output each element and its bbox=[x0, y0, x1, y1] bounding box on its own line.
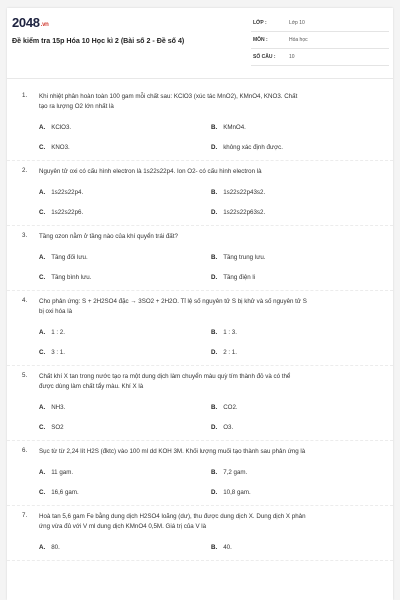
answer-option[interactable] bbox=[211, 349, 237, 356]
option-letter: D. bbox=[211, 209, 218, 216]
question-line: Tầng ozon nằm ở tầng nào của khí quyển trái đất? bbox=[39, 233, 178, 240]
option-letter: D. bbox=[211, 144, 218, 151]
option-text: 7,2 gam. bbox=[223, 469, 248, 476]
question-text bbox=[39, 232, 381, 242]
question-list bbox=[7, 86, 393, 561]
option-letter: A. bbox=[39, 329, 46, 336]
answer-option[interactable] bbox=[39, 349, 65, 356]
answer-option[interactable] bbox=[39, 274, 91, 281]
answer-option[interactable] bbox=[39, 469, 73, 476]
header-divider bbox=[7, 78, 393, 79]
question-line: ứng vừa đủ với V ml dung dịch KMnO4 0,5M. Giá trị của V là bbox=[39, 523, 207, 530]
answer-option[interactable] bbox=[211, 254, 266, 261]
question-line: Chất khí X tan trong nước tạo ra một dung dịch làm chuyển màu quỳ tím thành đỏ và có thể bbox=[39, 373, 291, 380]
option-text: 11 gam. bbox=[51, 469, 74, 476]
option-letter: B. bbox=[211, 189, 218, 196]
answer-option[interactable] bbox=[39, 189, 83, 196]
option-text: 80. bbox=[51, 544, 60, 551]
logo-text: 2048 bbox=[12, 15, 40, 30]
meta-label: SỐ CÂU : bbox=[253, 54, 276, 60]
option-letter: D. bbox=[211, 274, 218, 281]
answer-option[interactable] bbox=[211, 274, 255, 281]
option-letter: C. bbox=[39, 349, 46, 356]
option-letter: C. bbox=[39, 274, 46, 281]
answer-option[interactable] bbox=[39, 209, 83, 216]
option-text: 1s22s22p43s2. bbox=[223, 189, 266, 196]
exam-page bbox=[7, 8, 393, 600]
answer-option[interactable] bbox=[211, 469, 247, 476]
answer-option[interactable] bbox=[39, 424, 64, 431]
question-text bbox=[39, 167, 381, 177]
option-letter: A. bbox=[39, 254, 46, 261]
question-line: Khi nhiệt phân hoàn toàn 100 gam mỗi chất sau: KClO3 (xúc tác MnO2), KMnO4, KNO3. Chất bbox=[39, 93, 298, 100]
question-line: Nguyên tử oxi có cấu hình electron là 1s22s22p4. Ion O2- có cấu hình electron là bbox=[39, 168, 262, 175]
option-text: 1 : 2. bbox=[51, 329, 65, 336]
option-text: Tầng đối lưu. bbox=[51, 254, 88, 261]
answer-option[interactable] bbox=[211, 124, 246, 131]
question-item bbox=[7, 161, 393, 226]
option-text: KNO3. bbox=[51, 144, 70, 151]
option-letter: C. bbox=[39, 424, 46, 431]
question-number: 4. bbox=[22, 297, 28, 304]
option-letter: D. bbox=[211, 424, 218, 431]
answer-option[interactable] bbox=[39, 329, 65, 336]
option-text: CO2. bbox=[223, 404, 238, 411]
question-number: 6. bbox=[22, 447, 28, 454]
exam-meta bbox=[251, 17, 389, 68]
meta-value: Hóa học bbox=[289, 37, 308, 43]
question-text bbox=[39, 372, 381, 392]
option-letter: A. bbox=[39, 544, 46, 551]
question-text bbox=[39, 92, 381, 112]
option-letter: B. bbox=[211, 544, 218, 551]
meta-label: LỚP : bbox=[253, 20, 267, 26]
option-letter: B. bbox=[211, 124, 218, 131]
question-item bbox=[7, 441, 393, 506]
question-item bbox=[7, 506, 393, 561]
answer-option[interactable] bbox=[211, 404, 238, 411]
option-letter: A. bbox=[39, 124, 46, 131]
meta-label: MÔN : bbox=[253, 37, 268, 43]
question-number: 2. bbox=[22, 167, 28, 174]
option-text: 40. bbox=[223, 544, 232, 551]
option-text: không xác định được. bbox=[223, 144, 283, 151]
question-number: 3. bbox=[22, 232, 28, 239]
answer-option[interactable] bbox=[211, 489, 251, 496]
option-letter: A. bbox=[39, 189, 46, 196]
question-item bbox=[7, 366, 393, 441]
meta-value: Lớp 10 bbox=[289, 20, 305, 26]
question-line: Sục từ từ 2,24 lít H2S (đktc) vào 100 ml dd KOH 3M. Khối lượng muối tạo thành sau phản ứng là bbox=[39, 448, 306, 455]
question-item bbox=[7, 291, 393, 366]
option-text: O3. bbox=[223, 424, 234, 431]
question-line: Hoà tan 5,6 gam Fe bằng dung dịch H2SO4 loãng (dư), thu được dung dịch X. Dung dịch X phản bbox=[39, 513, 306, 520]
question-line: Cho phản ứng: S + 2H2SO4 đặc → 3SO2 + 2H2O. Tỉ lệ số nguyên tử S bị khử và số nguyên tử S bbox=[39, 298, 307, 305]
question-text bbox=[39, 447, 381, 457]
option-letter: C. bbox=[39, 144, 46, 151]
question-text bbox=[39, 512, 381, 532]
option-text: 10,8 gam. bbox=[223, 489, 251, 496]
option-text: NH3. bbox=[51, 404, 66, 411]
option-letter: B. bbox=[211, 404, 218, 411]
exam-title: Đề kiểm tra 15p Hóa 10 Học kì 2 (Bài số 2 - Đề số 4) bbox=[12, 37, 185, 45]
question-number: 1. bbox=[22, 92, 28, 99]
exam-header bbox=[7, 8, 393, 72]
option-letter: A. bbox=[39, 469, 46, 476]
option-text: Tầng bình lưu. bbox=[51, 274, 92, 281]
option-letter: A. bbox=[39, 404, 46, 411]
option-text: 16,6 gam. bbox=[51, 489, 79, 496]
answer-option[interactable] bbox=[211, 424, 233, 431]
meta-row-class bbox=[251, 17, 389, 32]
answer-option[interactable] bbox=[39, 544, 60, 551]
option-text: Tầng trung lưu. bbox=[223, 254, 266, 261]
option-letter: B. bbox=[211, 329, 218, 336]
option-letter: D. bbox=[211, 489, 218, 496]
meta-value: 10 bbox=[289, 54, 295, 60]
question-line: bị oxi hóa là bbox=[39, 308, 73, 315]
question-line: tạo ra lượng O2 lớn nhất là bbox=[39, 103, 114, 110]
answer-option[interactable] bbox=[39, 489, 79, 496]
option-letter: D. bbox=[211, 349, 218, 356]
option-text: SO2 bbox=[51, 424, 64, 431]
site-logo[interactable] bbox=[12, 15, 49, 30]
answer-option[interactable] bbox=[211, 144, 283, 151]
option-letter: C. bbox=[39, 209, 46, 216]
option-letter: C. bbox=[39, 489, 46, 496]
option-text: 1 : 3. bbox=[223, 329, 237, 336]
option-text: KMnO4. bbox=[223, 124, 246, 131]
option-text: Tầng điện li bbox=[223, 274, 256, 281]
option-letter: B. bbox=[211, 254, 218, 261]
answer-option[interactable] bbox=[39, 124, 71, 131]
answer-option[interactable] bbox=[39, 144, 70, 151]
option-text: 1s22s22p63s2. bbox=[223, 209, 266, 216]
meta-row-count bbox=[251, 51, 389, 66]
answer-option[interactable] bbox=[211, 544, 232, 551]
logo-suffix: .vn bbox=[40, 22, 49, 28]
meta-row-subject bbox=[251, 34, 389, 49]
question-line: được dùng làm chất tẩy màu. Khí X là bbox=[39, 383, 144, 390]
option-text: 1s22s22p4. bbox=[51, 189, 84, 196]
answer-option[interactable] bbox=[39, 254, 88, 261]
answer-option[interactable] bbox=[211, 329, 237, 336]
question-item bbox=[7, 226, 393, 291]
answer-option[interactable] bbox=[39, 404, 65, 411]
option-text: KClO3. bbox=[51, 124, 72, 131]
answer-option[interactable] bbox=[211, 189, 265, 196]
option-text: 1s22s22p6. bbox=[51, 209, 84, 216]
option-text: 2 : 1. bbox=[223, 349, 237, 356]
question-item bbox=[7, 86, 393, 161]
option-text: 3 : 1. bbox=[51, 349, 65, 356]
answer-option[interactable] bbox=[211, 209, 265, 216]
question-number: 5. bbox=[22, 372, 28, 379]
option-letter: B. bbox=[211, 469, 218, 476]
question-text bbox=[39, 297, 381, 317]
question-number: 7. bbox=[22, 512, 28, 519]
